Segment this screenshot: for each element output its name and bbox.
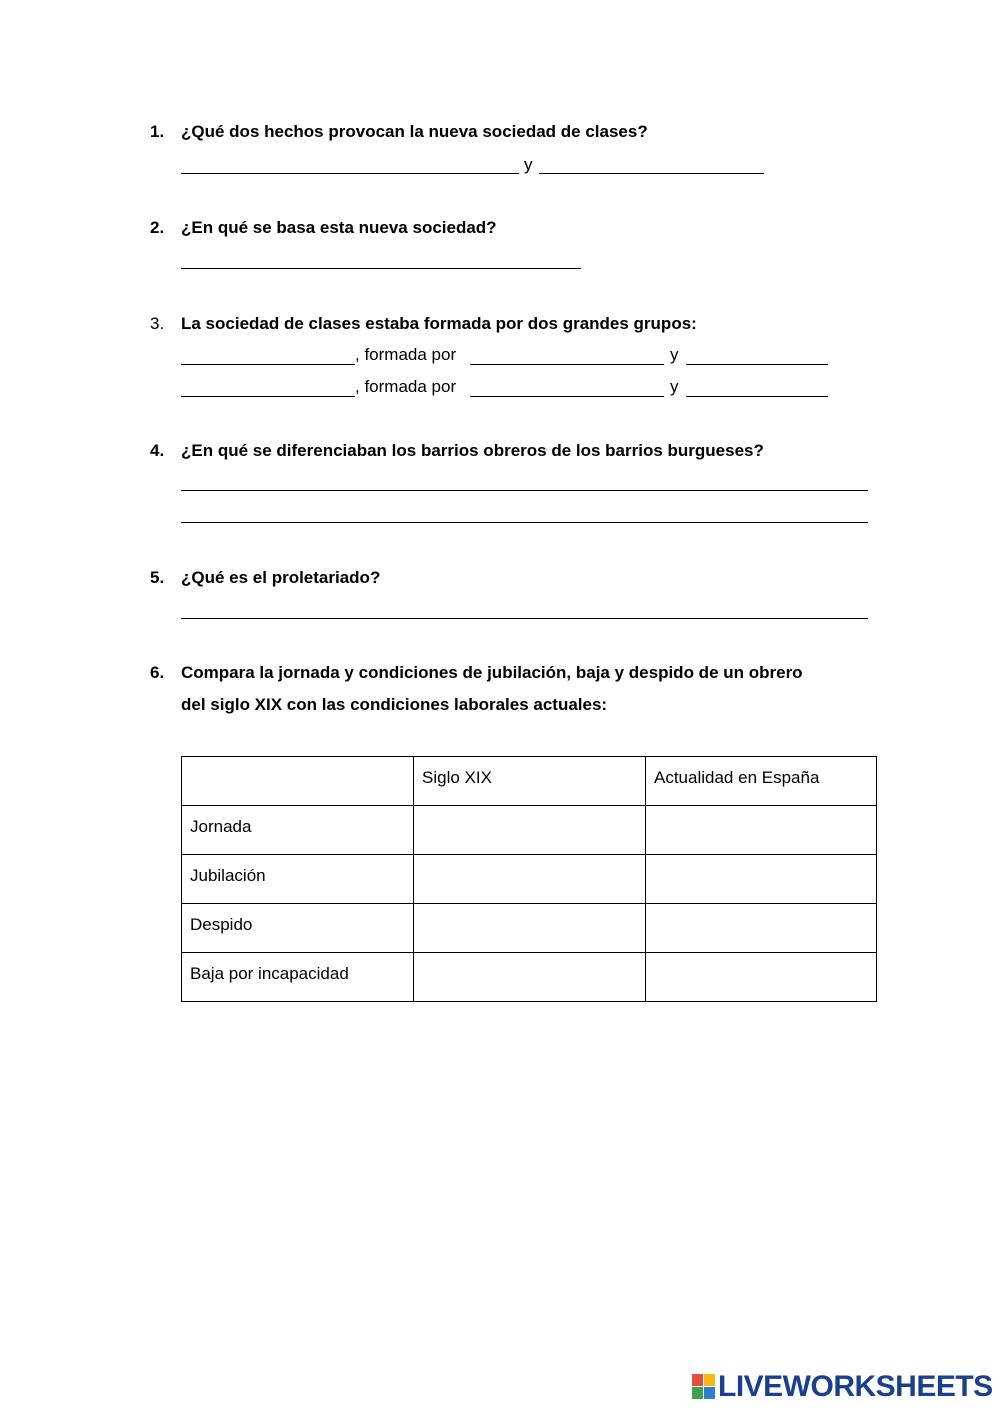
q3-blank — [470, 396, 664, 397]
q3-group2-member-a-input[interactable] — [470, 374, 666, 396]
question-2 — [150, 218, 497, 238]
q2-answer-input[interactable] — [181, 246, 581, 268]
row-label-cell — [182, 953, 414, 1002]
comparison-table — [181, 756, 877, 1002]
q3-group1-member-b-input[interactable] — [686, 342, 830, 364]
q5-answer-input[interactable] — [181, 596, 869, 618]
question-6 — [150, 663, 803, 683]
row-label: Jubilación — [190, 866, 266, 885]
answer-cell[interactable] — [414, 953, 646, 1002]
answer-cell[interactable] — [646, 855, 877, 904]
liveworksheets-logo — [692, 1372, 993, 1402]
q1-connector: y — [524, 155, 533, 174]
q3-group2-input[interactable] — [181, 374, 357, 396]
question-text: La sociedad de clases estaba formada por dos grandes grupos: — [181, 314, 697, 333]
row-label-cell — [182, 806, 414, 855]
q3-formed-by: , formada por — [355, 377, 457, 396]
question-number: 2. — [150, 218, 165, 237]
question-text-line2: del siglo XIX con las condiciones laborales actuales: — [181, 695, 608, 714]
q3-group1-input[interactable] — [181, 342, 357, 364]
q3-blank — [181, 364, 355, 365]
header-actualidad: Actualidad en España — [654, 768, 820, 787]
question-text-line1: Compara la jornada y condiciones de jubilación, baja y despido de un obrero — [181, 663, 803, 682]
table-header-cell — [182, 757, 414, 806]
question-number: 1. — [150, 122, 165, 141]
q4-blank — [181, 522, 868, 523]
row-label: Jornada — [190, 817, 252, 836]
q3-formed-by: , formada por — [355, 345, 457, 364]
row-label: Despido — [190, 915, 253, 934]
q1-answer-b-input[interactable] — [539, 152, 765, 174]
question-number: 4. — [150, 441, 165, 460]
q3-connector: y — [670, 345, 679, 364]
question-number: 6. — [150, 663, 165, 682]
table-header-row — [182, 757, 877, 806]
logo-text: LIVEWORKSHEETS — [718, 1370, 993, 1403]
q4-answer-line1-input[interactable] — [181, 468, 869, 490]
question-number: 3. — [150, 314, 165, 333]
answer-cell[interactable] — [414, 806, 646, 855]
table-header-cell — [414, 757, 646, 806]
q1-blank-b — [539, 173, 764, 174]
question-6-line2 — [181, 695, 607, 715]
q1-blank-a — [181, 173, 519, 174]
question-4 — [150, 441, 764, 461]
q3-blank — [181, 396, 355, 397]
question-text: ¿En qué se diferenciaban los barrios obreros de los barrios burgueses? — [181, 441, 764, 460]
table-row — [182, 855, 877, 904]
answer-cell[interactable] — [414, 855, 646, 904]
q3-group1-member-a-input[interactable] — [470, 342, 666, 364]
q3-connector: y — [670, 377, 679, 396]
question-5 — [150, 568, 380, 588]
question-number: 5. — [150, 568, 165, 587]
q3-group2-member-b-input[interactable] — [686, 374, 830, 396]
question-3 — [150, 314, 697, 334]
row-label-cell — [182, 904, 414, 953]
answer-cell[interactable] — [646, 904, 877, 953]
header-siglo-xix: Siglo XIX — [422, 768, 492, 787]
question-text: ¿Qué es el proletariado? — [181, 568, 381, 587]
table-row — [182, 806, 877, 855]
table-row — [182, 953, 877, 1002]
row-label-cell — [182, 855, 414, 904]
answer-cell[interactable] — [646, 953, 877, 1002]
q3-blank — [686, 396, 828, 397]
q3-blank — [686, 364, 828, 365]
q4-blank — [181, 490, 868, 491]
q2-blank — [181, 268, 581, 269]
q4-answer-line2-input[interactable] — [181, 500, 869, 522]
question-1 — [150, 122, 648, 142]
table-row — [182, 904, 877, 953]
logo-blocks-icon — [692, 1374, 716, 1400]
answer-cell[interactable] — [414, 904, 646, 953]
row-label: Baja por incapacidad — [190, 964, 349, 983]
q3-blank — [470, 364, 664, 365]
q1-answer-a-input[interactable] — [181, 152, 521, 174]
answer-cell[interactable] — [646, 806, 877, 855]
q5-blank — [181, 618, 868, 619]
question-text: ¿En qué se basa esta nueva sociedad? — [181, 218, 497, 237]
question-text: ¿Qué dos hechos provocan la nueva sociedad de clases? — [181, 122, 648, 141]
table-header-cell — [646, 757, 877, 806]
